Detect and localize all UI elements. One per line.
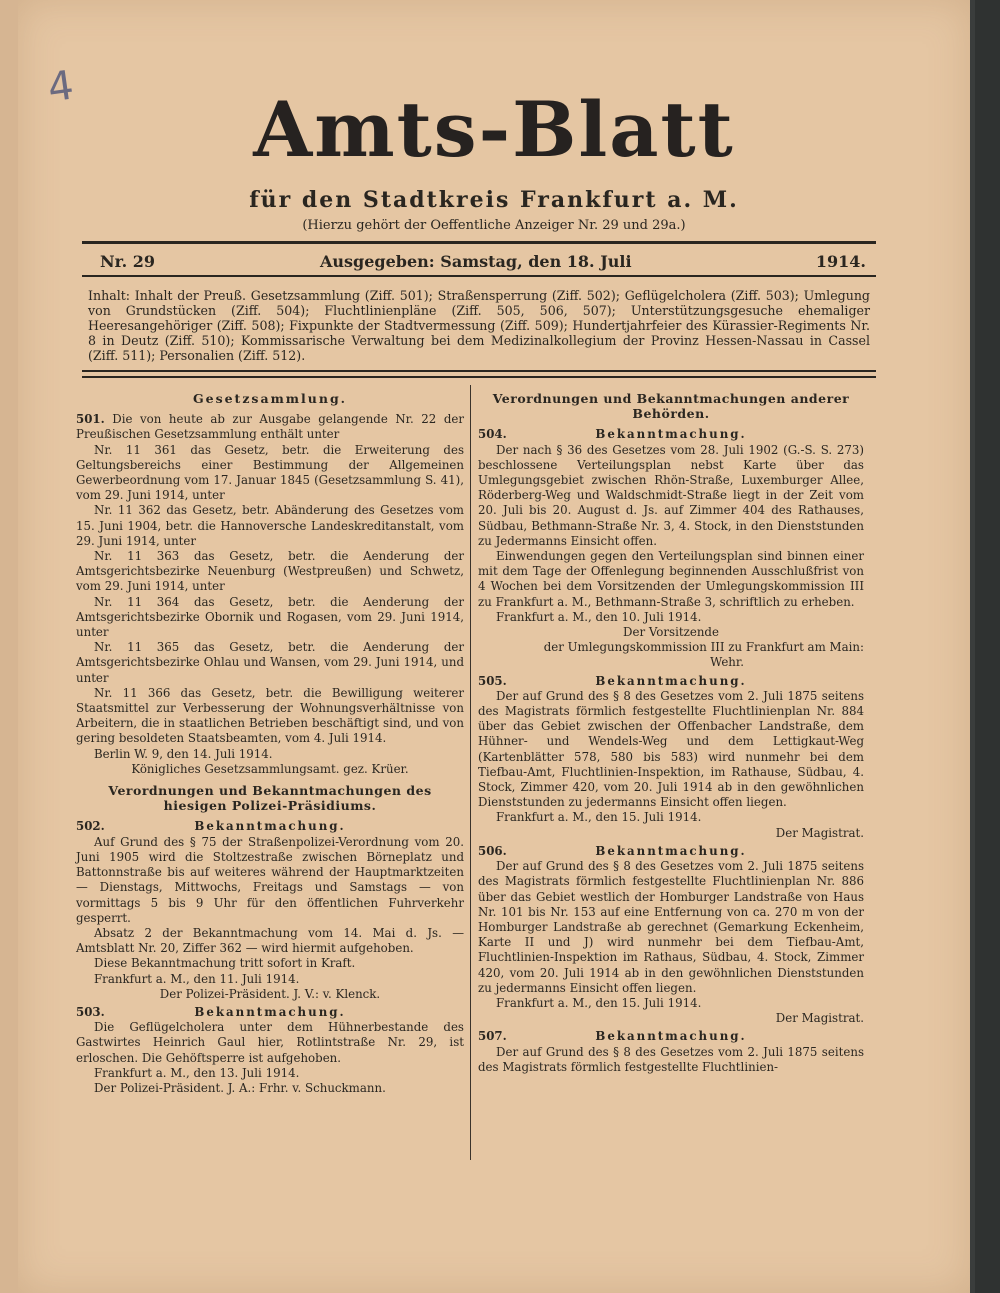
entry-501-item: Nr. 11 361 das Gesetz, betr. die Erweiterung des Geltungsbereichs einer Bestimmung der Allgemeinen Gewerbeordnung vom 17. Januar 1845 (Gesetzsammlung S. 41), vom 29. Juni 1914, unter: [76, 442, 464, 503]
entry-502-title: Bekanntmachung.: [194, 819, 346, 834]
entry-503-head: [76, 1005, 464, 1020]
entry-502-signature: Der Polizei-Präsident. J. V.: v. Klenck.: [159, 986, 381, 1001]
entry-501-item: Nr. 11 366 das Gesetz, betr. die Bewilligung weiterer Staatsmittel zur Verbesserung der Wohnungsverhältnisse von Arbeitern, die in staatlichen Betrieben beschäftigt sind, und von gering besoldeten Staatsbeamten, vom 4. Juli 1914.: [76, 685, 464, 746]
entry-504-signature: Der Vorsitzende: [623, 625, 719, 640]
right-background: [975, 0, 1000, 1293]
masthead-note: (Hierzu gehört der Oeffentliche Anzeiger Nr. 29 und 29a.): [302, 218, 686, 233]
entry-501-intro: [76, 412, 464, 442]
entry-506-text: Der auf Grund des § 8 des Gesetzes vom 2. Juli 1875 seitens des Magistrats förmlich festgestellte Fluchtlinienplan Nr. 886 über das Gebiet westlich der Homburger Landstraße von Haus Nr. 101 bis Nr. 153 auf eine Entfernung von ca. 270 m von der Homburger Landstraße ab gerechnet (Gemarkung Eckenheim, Karte II und J) wird nunmehr bei dem Tiefbau-Amt, Fluchtlinien-Inspektion im Rathaus, Südbau, 4. Stock, Zimmer 420, vom 20. Juli 1914 ab in den gewöhnlichen Dienststunden zu jedermanns Einsicht offen liegen.: [478, 859, 864, 995]
issue-line: [84, 252, 874, 274]
left-column: [76, 385, 464, 1096]
entry-503-number: 503.: [76, 1004, 105, 1019]
issue-date: Ausgegeben: Samstag, den 18. Juli: [320, 252, 632, 271]
issue-year: 1914.: [815, 252, 866, 271]
entry-502-head: [76, 819, 464, 834]
masthead-title: Amts-Blatt: [253, 85, 735, 174]
entry-502-text: Absatz 2 der Bekanntmachung vom 14. Mai d. Js. — Amtsblatt Nr. 20, Ziffer 362 — wird hiermit aufgehoben.: [76, 925, 464, 956]
entry-507-number: 507.: [478, 1029, 507, 1044]
column-divider: [470, 385, 471, 1160]
entry-502-text: Diese Bekanntmachung tritt sofort in Kraft.: [94, 956, 356, 971]
section-gesetzsammlung: Gesetzsammlung.: [192, 391, 348, 406]
table-of-contents: Inhalt: Inhalt der Preuß. Gesetzsammlung (Ziff. 501); Straßensperrung (Ziff. 502); Geflügelcholera (Ziff. 503); Umlegung von Grundstücken (Ziff. 504); Fluchtlinienpläne (Ziff. 505, 506, 507); Unterstützungsgesuche ehemaliger Heeresangehöriger (Ziff. 508); Fixpunkte der Stadtvermessung (Ziff. 509); Hundertjahrfeier des Kürassier-Regiments Nr. 8 in Deutz (Ziff. 510); Kommissarische Verwaltung bei dem Medizinalkollegium der Provinz Hessen-Nassau in Cassel (Ziff. 511); Personalien (Ziff. 512).: [88, 288, 870, 363]
entry-505-text: Der auf Grund des § 8 des Gesetzes vom 2. Juli 1875 seitens des Magistrats förmlich festgestellte Fluchtlinienplan Nr. 884 über das Gebiet zwischen der Offenbacher Landstraße, dem Hühner- und Wendels-Weg und dem Lettigkaut-Weg (Kartenblätter 578, 580 bis 583) wird nunmehr bei dem Tiefbau-Amt, Fluchtlinien-Inspektion, im Rathause, Südbau, 4. Stock, Zimmer 420, vom 20. Juli 1914 ab in den gewöhnlichen Dienststunden zu jedermanns Einsicht offen liegen.: [478, 688, 864, 810]
entry-504-text: Der nach § 36 des Gesetzes vom 28. Juli 1902 (G.-S. S. 273) beschlossene Verteilungsplan nebst Karte über das Umlegungsgebiet zwischen Rhön-Straße, Luxemburger Allee, Röderberg-Weg und Waldschmidt-Straße liegt in der Zeit vom 20. Juli bis 20. August d. Js. auf Zimmer 404 des Rathauses, Südbau, Bethmann-Straße Nr. 3, 4. Stock, in den Dienststunden zu Jedermanns Einsicht offen.: [478, 442, 864, 548]
entry-507-title: Bekanntmachung.: [595, 1029, 747, 1044]
rule-contents-1: [82, 370, 876, 372]
entry-501-place: Berlin W. 9, den 14. Juli 1914.: [94, 746, 273, 761]
right-column: [478, 385, 864, 1075]
entry-502-text: Auf Grund des § 75 der Straßenpolizei-Verordnung vom 20. Juni 1905 wird die Stoltzestraße zwischen Börneplatz und Battonnstraße bis auf weiteres während der Hauptmarktzeiten — Dienstags, Mittwochs, Freitags und Samstags — von vormittags 5 bis 9 Uhr für den öffentlichen Fuhrverkehr gesperrt.: [76, 834, 464, 925]
entry-502-number: 502.: [76, 819, 105, 834]
entry-504-signature: der Umlegungskommission III zu Frankfurt am Main:: [543, 640, 864, 655]
entry-503-signature: Der Polizei-Präsident. J. A.: Frhr. v. Schuckmann.: [94, 1080, 386, 1095]
entry-504-head: [478, 427, 864, 442]
entry-504-text: Einwendungen gegen den Verteilungsplan sind binnen einer mit dem Tage der Offenlegung beginnenden Ausschlußfrist von 4 Wochen bei dem Vorsitzenden der Umlegungskommission III zu Frankfurt a. M., Bethmann-Straße 3, schriftlich zu erheben.: [478, 549, 864, 609]
entry-505-number: 505.: [478, 673, 507, 688]
entry-501-number: 501.: [76, 412, 105, 427]
entry-501-item: Nr. 11 364 das Gesetz, betr. die Aenderung der Amtsgerichtsbezirke Obornik und Rogasen, vom 29. Juni 1914, unter: [76, 594, 464, 640]
entry-504-title: Bekanntmachung.: [595, 427, 747, 442]
rule-top: [82, 241, 876, 244]
entry-505-title: Bekanntmachung.: [595, 673, 747, 688]
entry-507-head: [478, 1029, 864, 1044]
entry-506-number: 506.: [478, 843, 507, 858]
entry-501-item: Nr. 11 363 das Gesetz, betr. die Aenderung der Amtsgerichtsbezirke Neuenburg (Westpreußen) und Schwetz, vom 29. Juni 1914, unter: [76, 549, 464, 594]
section-polizei: Verordnungen und Bekanntmachungen des hiesigen Polizei-Präsidiums.: [108, 783, 432, 814]
entry-501-item: Nr. 11 365 das Gesetz, betr. die Aenderung der Amtsgerichtsbezirke Ohlau und Wansen, vom 29. Juni 1914, und unter: [76, 640, 464, 685]
entry-506-place: Frankfurt a. M., den 15. Juli 1914.: [496, 995, 702, 1010]
rule-contents-2: [82, 376, 876, 378]
entry-505-head: [478, 674, 864, 689]
entry-501-text: Die von heute ab zur Ausgabe gelangende Nr. 22 der Preußischen Gesetzsammlung enthält unter: [76, 412, 465, 442]
entry-504-number: 504.: [478, 427, 507, 442]
entry-501-signature: Königliches Gesetzsammlungsamt. gez. Krüer.: [131, 761, 409, 776]
newspaper-page: [18, 0, 970, 1293]
entry-506-signature: Der Magistrat.: [775, 1011, 864, 1026]
masthead-subtitle: für den Stadtkreis Frankfurt a. M.: [249, 187, 739, 213]
entry-503-text: Die Geflügelcholera unter dem Hühnerbestande des Gastwirtes Heinrich Gaul hier, Rotlintstraße Nr. 29, ist erloschen. Die Gehöftsperre ist aufgehoben.: [76, 1020, 464, 1065]
margin-mark: 4: [44, 62, 77, 112]
section-andere-behoerden: Verordnungen und Bekanntmachungen anderer Behörden.: [492, 391, 850, 422]
entry-506-title: Bekanntmachung.: [595, 843, 747, 858]
entry-505-place: Frankfurt a. M., den 15. Juli 1914.: [496, 810, 702, 825]
entry-502-place: Frankfurt a. M., den 11. Juli 1914.: [94, 971, 300, 986]
issue-number: Nr. 29: [100, 252, 155, 271]
entry-501-item: Nr. 11 362 das Gesetz, betr. Abänderung des Gesetzes vom 15. Juni 1904, betr. die Hannoversche Landeskreditanstalt, vom 29. Juni 1914, unter: [76, 503, 464, 548]
entry-507-text: Der auf Grund des § 8 des Gesetzes vom 2. Juli 1875 seitens des Magistrats förmlich festgestellte Fluchtlinien-: [478, 1044, 864, 1074]
entry-504-signature: Wehr.: [710, 655, 744, 670]
entry-504-place: Frankfurt a. M., den 10. Juli 1914.: [496, 609, 702, 624]
entry-505-signature: Der Magistrat.: [775, 825, 864, 840]
entry-503-title: Bekanntmachung.: [194, 1004, 346, 1019]
entry-503-place: Frankfurt a. M., den 13. Juli 1914.: [94, 1065, 300, 1080]
rule-under-issue: [82, 275, 876, 277]
entry-506-head: [478, 844, 864, 859]
